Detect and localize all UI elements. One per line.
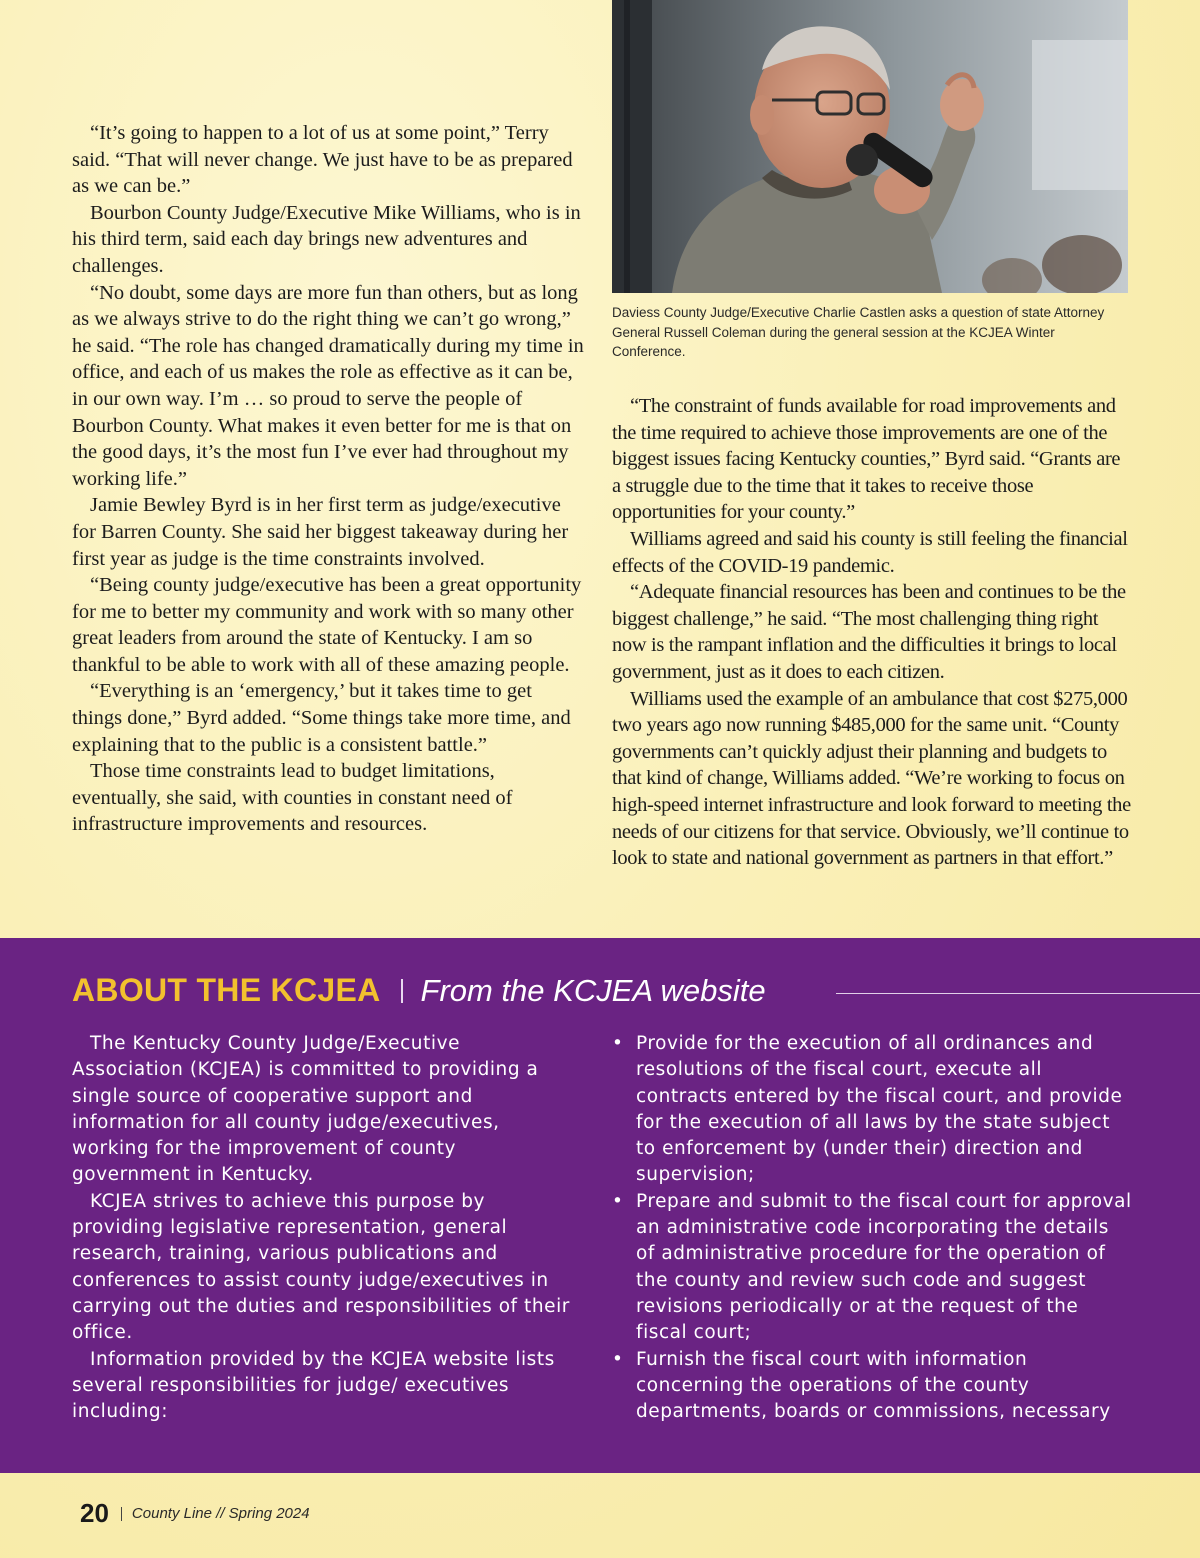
about-heading xyxy=(72,972,766,1009)
heading-rule xyxy=(836,993,1200,994)
about-paragraph: The Kentucky County Judge/Executive Association (KCJEA) is committed to providing a single source of cooperative support and information for all county judge/executives, working for the improvement of county government in Kentucky. xyxy=(72,1033,539,1186)
article-paragraph: Bourbon County Judge/Executive Mike Williams, who is in his third term, said each day brings new adventures and challenges. xyxy=(72,201,581,277)
list-item: • Furnish the fiscal court with information concerning the operations of the county departments, boards or commissions, necessary xyxy=(612,1347,1132,1426)
list-item: • Prepare and submit to the fiscal court for approval an administrative code incorporating the details of administrative procedure for the operation of the county and review such code and suggest revisions periodically or at the request of the fiscal court; xyxy=(612,1189,1132,1347)
article-right-column xyxy=(612,393,1132,872)
article-paragraph: “The constraint of funds available for road improvements and the time required to achieve those improvements are one of the biggest issues facing Kentucky counties,” Byrd said. “Grants are a struggle due to the time that it takes to receive those opportunities for your county.” xyxy=(612,395,1121,524)
article-paragraph: Williams agreed and said his county is still feeling the financial effects of the COVID-19 pandemic. xyxy=(612,527,1128,577)
heading-divider xyxy=(401,979,403,1003)
article-paragraph: “Being county judge/executive has been a great opportunity for me to better my community and work with so many other great leaders from around the state of Kentucky. I am so thankful to be able to work with all of these amazing people. xyxy=(72,574,582,676)
list-item: • Provide for the execution of all ordinances and resolutions of the fiscal court, execute all contracts entered by the fiscal court, and provide for the execution of all laws by the state subject to enforcement by (under their) direction and supervision; xyxy=(612,1031,1132,1189)
photo-caption: Daviess County Judge/Executive Charlie Castlen asks a question of state Attorney General Russell Coleman during the general session at the KCJEA Winter Conference. xyxy=(612,305,1105,359)
issue-label: Spring 2024 xyxy=(228,1505,310,1522)
article-paragraph: “Adequate financial resources has been and continues to be the biggest challenge,” he said. “The most challenging thing right now is the rampant inflation and the difficulties it brings to local government, just as it does to each citizen. xyxy=(612,581,1126,683)
article-paragraph: “Everything is an ‘emergency,’ but it takes time to get things done,” Byrd added. “Some things take more time, and explaining that to the public is a consistent battle.” xyxy=(72,680,571,756)
footer-publication xyxy=(132,1505,310,1522)
about-paragraph: KCJEA strives to achieve this purpose by providing legislative representation, general research, training, various publications and conferences to assist county judge/executives in carrying out the duties and responsibilities of their office. xyxy=(72,1190,570,1344)
speaker-photo xyxy=(612,0,1128,293)
article-paragraph: Jamie Bewley Byrd is in her first term as judge/executive for Barren County. She said her biggest takeaway during her first year as judge is the time constraints involved. xyxy=(72,494,569,570)
about-left-column xyxy=(72,1031,572,1425)
about-subtitle: From the KCJEA website xyxy=(420,973,766,1008)
footer-divider xyxy=(121,1507,122,1521)
article-left-column xyxy=(72,120,587,838)
article-paragraph: “No doubt, some days are more fun than others, but as long as we always strive to do the right thing we can’t go wrong,” he said. “The role has changed dramatically during my time in office, and each of us makes the role as effective as it can be, in our own way. I’m … so proud to serve the people of Bourbon County. What makes it even better for me is that on the good days, it’s the most fun I’ve ever had throughout my working life.” xyxy=(72,281,584,490)
article-paragraph: Williams used the example of an ambulance that cost $275,000 two years ago now running $485,000 for the same unit. “County governments can’t quickly adjust their planning and budgets to that kind of change, Williams added. “We’re working to focus on high-speed internet infrastructure and look forward to meeting the needs of our citizens for that service. Obviously, we’ll continue to look to state and national government as partners in that effort.” xyxy=(612,687,1131,870)
article-paragraph: “It’s going to happen to a lot of us at some point,” Terry said. “That will never change. We just have to be as prepared as we can be.” xyxy=(72,122,573,198)
footer-slashes: // xyxy=(216,1505,225,1522)
about-right-column xyxy=(612,1031,1132,1425)
page-number: 20 xyxy=(80,1498,109,1528)
about-kcjea-section xyxy=(0,938,1200,1473)
about-title: ABOUT THE KCJEA xyxy=(72,972,381,1008)
page-footer xyxy=(80,1498,310,1529)
responsibilities-list xyxy=(612,1031,1132,1425)
publication-name: County Line xyxy=(131,1505,212,1522)
article-paragraph: Those time constraints lead to budget limitations, eventually, she said, with counties in constant need of infrastructure improvements and resources. xyxy=(72,760,513,836)
about-paragraph: Information provided by the KCJEA website lists several responsibilities for judge/ executives including: xyxy=(72,1348,555,1423)
